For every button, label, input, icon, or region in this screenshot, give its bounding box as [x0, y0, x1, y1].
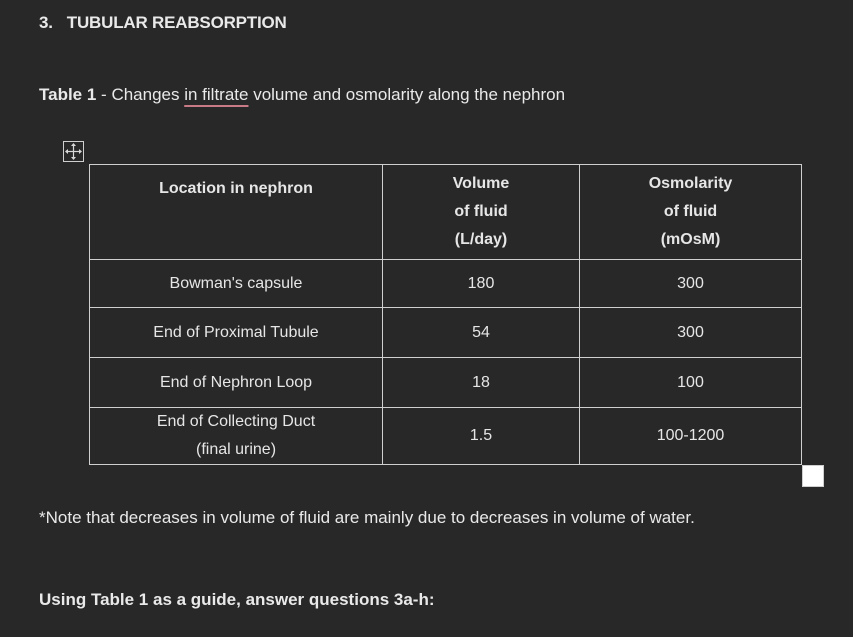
- table-row: [90, 260, 802, 308]
- row-osmolarity: 100-1200: [580, 408, 802, 465]
- header-osmolarity-line-3: (mOsM): [660, 231, 721, 248]
- header-volume-line-1: Volume: [452, 175, 510, 192]
- caption-label: Table 1: [39, 85, 97, 104]
- row-volume: 180: [383, 260, 580, 308]
- row-volume: 54: [383, 308, 580, 358]
- resize-handle-icon[interactable]: [802, 465, 824, 487]
- caption-spellcheck-text[interactable]: in filtrate: [184, 85, 249, 104]
- row-osmolarity: 300: [580, 308, 802, 358]
- table-move-handle[interactable]: [63, 141, 84, 162]
- row-location: [90, 408, 383, 465]
- table-header-row: [90, 165, 802, 260]
- section-number: 3.: [39, 13, 53, 32]
- header-osmolarity-line-1: Osmolarity: [648, 175, 733, 192]
- row-osmolarity: 100: [580, 358, 802, 408]
- row-osmolarity: 300: [580, 260, 802, 308]
- table-row: [90, 408, 802, 465]
- caption-text-before: Changes: [111, 85, 185, 104]
- header-location: Location in nephron: [90, 165, 383, 260]
- row-location-line-1: End of Collecting Duct: [156, 413, 316, 430]
- row-location-line-2: (final urine): [195, 441, 277, 458]
- caption-separator: -: [96, 85, 112, 104]
- row-location: End of Proximal Tubule: [90, 308, 383, 358]
- section-title: TUBULAR REABSORPTION: [66, 13, 287, 32]
- header-volume: [383, 165, 580, 260]
- row-location: Bowman's capsule: [90, 260, 383, 308]
- header-volume-line-3: (L/day): [454, 231, 508, 248]
- table-note: *Note that decreases in volume of fluid are mainly due to decreases in volume of water.: [39, 508, 695, 527]
- row-volume: 18: [383, 358, 580, 408]
- table-row: [90, 358, 802, 408]
- instruction-text: Using Table 1 as a guide, answer questions 3a-h:: [39, 590, 435, 609]
- move-arrows-icon: [64, 142, 83, 161]
- header-volume-line-2: of fluid: [454, 203, 508, 220]
- table-row: [90, 308, 802, 358]
- row-volume: 1.5: [383, 408, 580, 465]
- header-osmolarity: [580, 165, 802, 260]
- table-caption: [39, 85, 565, 105]
- row-location: End of Nephron Loop: [90, 358, 383, 408]
- section-heading: [39, 13, 287, 33]
- header-osmolarity-line-2: of fluid: [663, 203, 718, 220]
- nephron-table: [89, 164, 802, 465]
- caption-text-after: volume and osmolarity along the nephron: [248, 85, 566, 104]
